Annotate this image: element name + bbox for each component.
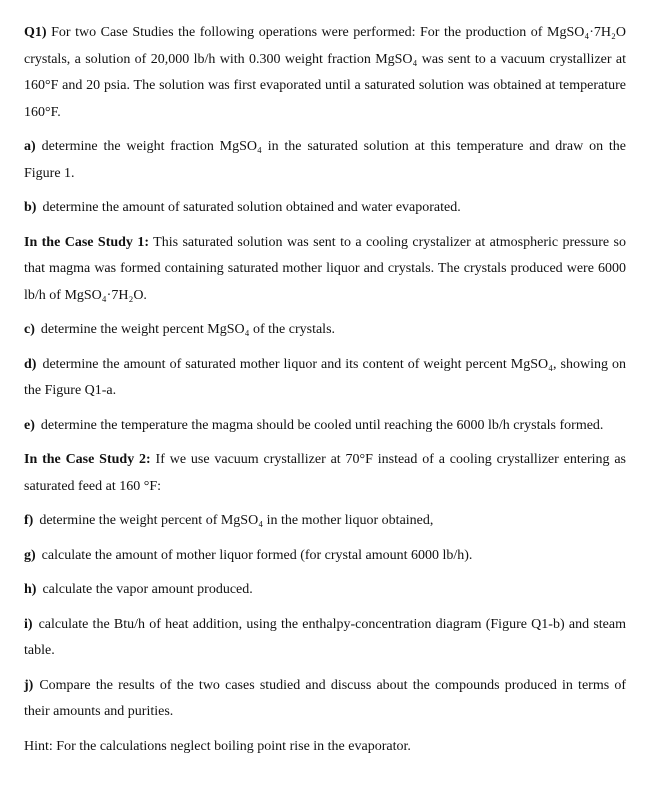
item-e-text: determine the temperature the magma should be cooled until reaching the 6000 lb/h crystals formed.	[40, 417, 604, 433]
item-c-label: c)	[24, 322, 35, 337]
item-h-text: calculate the vapor amount produced.	[42, 582, 253, 597]
case-study-1	[24, 230, 626, 310]
item-i-text: calculate the Btu/h of heat addition, using the enthalpy-concentration diagram (Figure Q1-b) and steam table.	[24, 616, 626, 658]
item-a-label: a)	[24, 139, 36, 154]
item-b	[24, 195, 626, 222]
question-intro-text: For two Case Studies the following operations were performed: For the production of MgSO₄·7H₂O crystals, a solution of 20,000 lb/h with 0.300 weight fraction MgSO₄ was sent to a vacuum crystallizer at 160°F and 20 psia. The solution was first evaporated until a saturated solution was obtained at temperature 160°F.	[24, 25, 626, 120]
item-i-label: i)	[24, 616, 33, 632]
hint: Hint: For the calculations neglect boiling point rise in the evaporator.	[24, 738, 411, 754]
item-g-label: g)	[24, 547, 36, 563]
case-study-2-text: If we use vacuum crystallizer at 70°F instead of a cooling crystallizer entering as saturated feed at 160 °F:	[24, 452, 627, 494]
case-study-2-heading: In the Case Study 2:	[24, 452, 151, 467]
item-g-text: calculate the amount of mother liquor formed (for crystal amount 6000 lb/h).	[41, 547, 473, 563]
item-f-label: f)	[24, 513, 34, 528]
item-d	[24, 352, 626, 405]
item-e	[24, 413, 626, 440]
item-d-text: determine the amount of saturated mother liquor and its content of weight percent MgSO₄, showing on the Figure Q1-a.	[24, 356, 626, 398]
case-study-1-text: This saturated solution was sent to a cooling crystalizer at atmospheric pressure so that magma was formed containing saturated mother liquor and crystals. The crystals produced were 6000 lb/h of MgSO₄·7H₂O.	[24, 234, 627, 303]
case-study-2	[24, 447, 626, 500]
question-intro	[24, 20, 626, 126]
item-j	[24, 673, 626, 726]
item-i	[24, 612, 626, 665]
question-label: Q1)	[24, 25, 47, 40]
item-d-label: d)	[24, 356, 37, 372]
item-g	[24, 543, 626, 570]
item-j-text: Compare the results of the two cases studied and discuss about the compounds produced in terms of their amounts and purities.	[24, 677, 626, 719]
document-page	[24, 20, 626, 768]
item-c	[24, 317, 626, 344]
item-f	[24, 508, 626, 535]
item-b-text: determine the amount of saturated solution obtained and water evaporated.	[42, 200, 461, 215]
item-j-label: j)	[24, 677, 34, 693]
item-e-label: e)	[24, 417, 35, 433]
item-f-text: determine the weight percent of MgSO₄ in the mother liquor obtained,	[39, 513, 434, 528]
case-study-1-heading: In the Case Study 1:	[24, 234, 150, 250]
item-b-label: b)	[24, 200, 37, 215]
item-c-text: determine the weight percent MgSO₄ of the crystals.	[40, 322, 336, 337]
item-h-label: h)	[24, 582, 37, 597]
item-h	[24, 577, 626, 604]
item-a-text: determine the weight fraction MgSO₄ in the saturated solution at this temperature and draw on the Figure 1.	[24, 139, 626, 181]
item-a	[24, 134, 626, 187]
